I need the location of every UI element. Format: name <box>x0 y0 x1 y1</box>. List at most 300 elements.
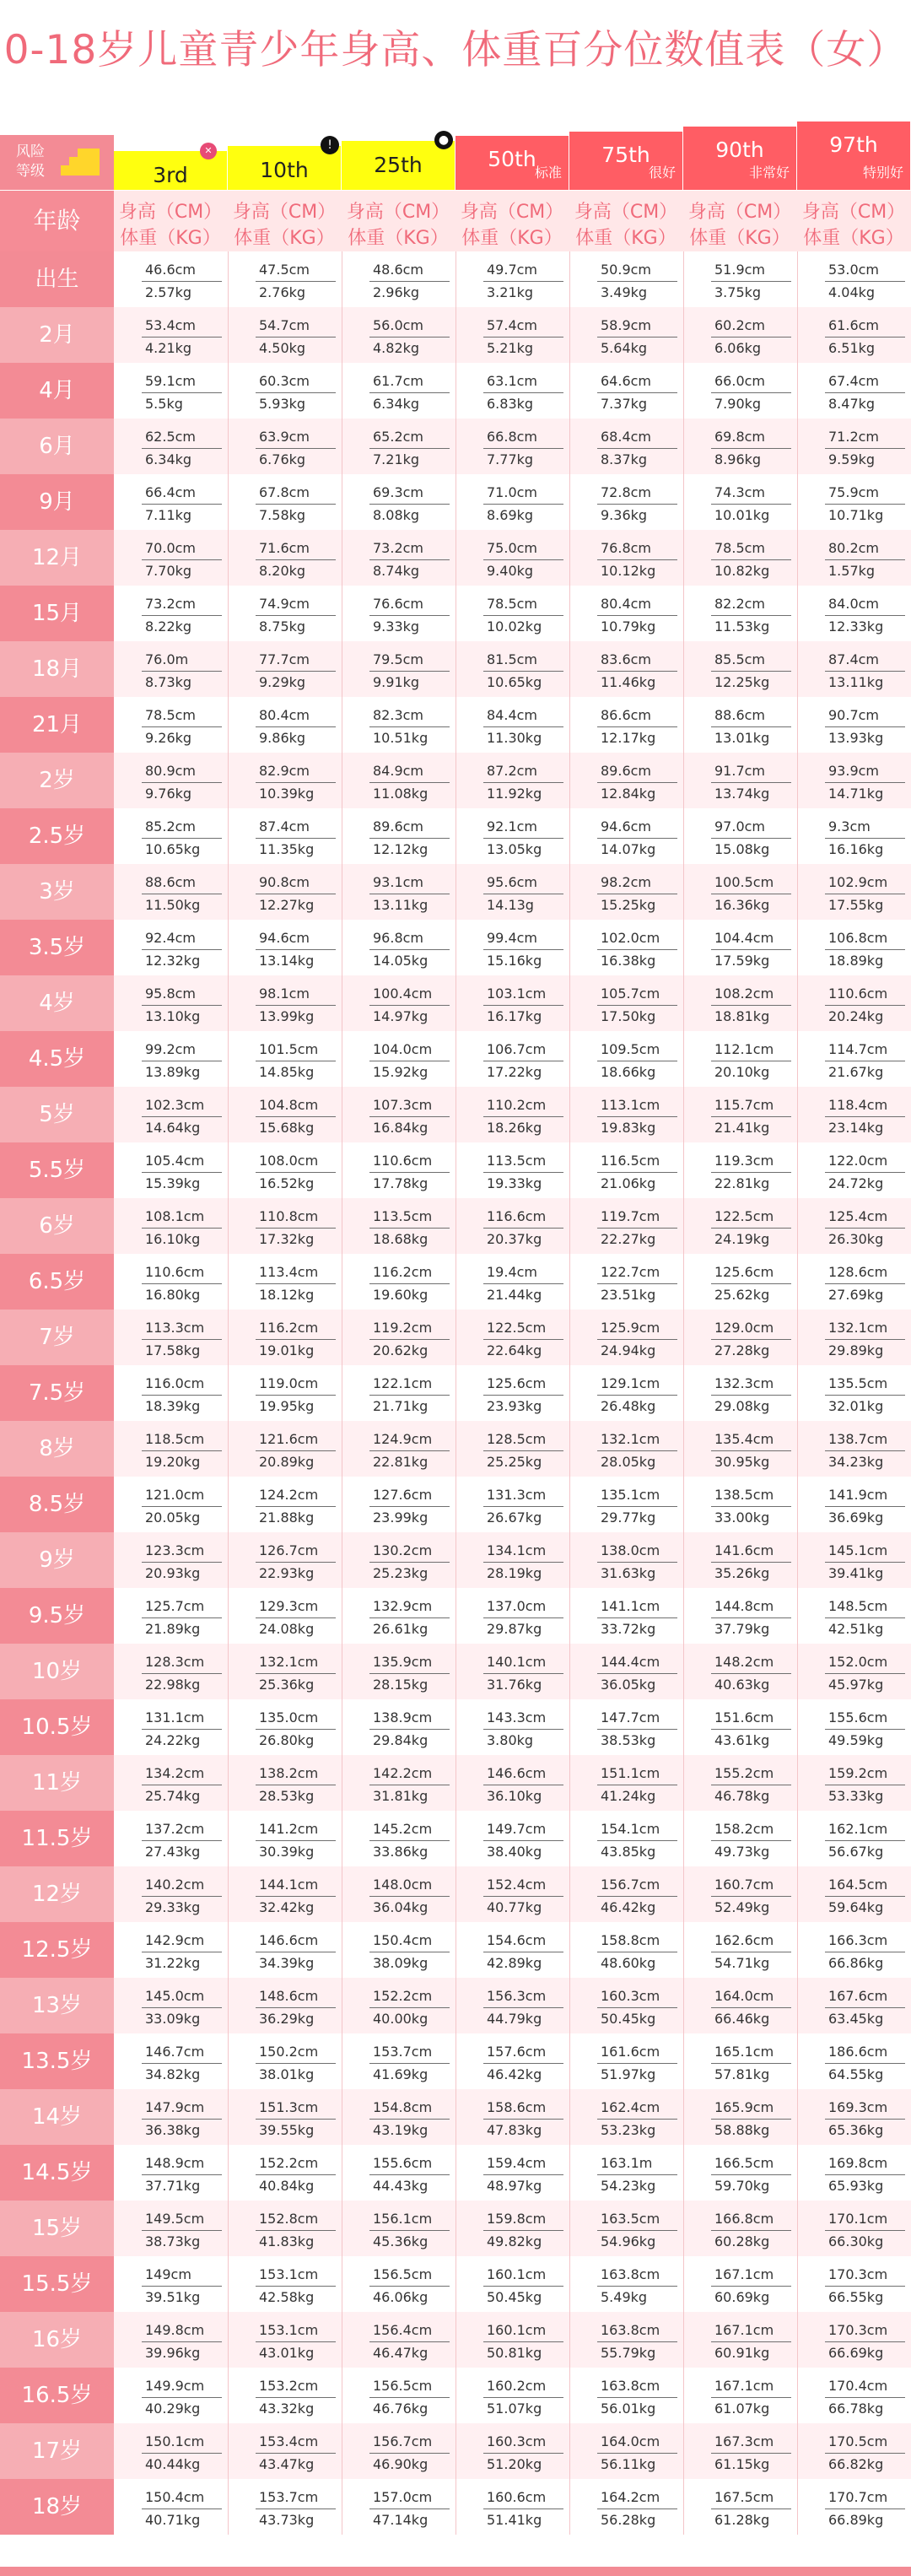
value-cell <box>114 1866 228 1922</box>
height-value: 156.3cm <box>487 1988 547 2004</box>
height-value: 155.6cm <box>373 2155 433 2171</box>
cell-divider <box>825 1283 905 1284</box>
cell-divider <box>142 559 222 560</box>
weight-value: 66.82kg <box>828 2456 884 2472</box>
weight-value: 33.09kg <box>145 2011 201 2027</box>
weight-value: 29.89kg <box>828 1342 884 1358</box>
cell-divider <box>256 448 336 449</box>
cell-divider <box>825 2007 905 2008</box>
value-cell <box>797 2479 911 2535</box>
weight-value: 12.27kg <box>259 897 315 913</box>
age-cell: 出生 <box>0 251 114 307</box>
bell-icon: ● <box>434 131 453 149</box>
height-value: 92.4cm <box>145 930 197 946</box>
value-cell <box>114 1922 228 1978</box>
weight-value: 14.64kg <box>145 1120 201 1136</box>
row-values <box>114 1310 911 1365</box>
cell-divider <box>597 559 677 560</box>
weight-value: 13.89kg <box>145 1064 201 1080</box>
height-value: 148.0cm <box>373 1877 433 1893</box>
weight-value: 16.80kg <box>145 1287 201 1303</box>
value-cell <box>683 864 797 920</box>
value-cell <box>342 1198 456 1254</box>
height-value: 105.7cm <box>601 986 660 1002</box>
weight-value: 26.67kg <box>487 1509 542 1526</box>
height-value: 160.6cm <box>487 2489 547 2505</box>
weight-value: 48.60kg <box>601 1955 656 1971</box>
value-cell <box>683 1755 797 1811</box>
weight-value: 54.71kg <box>714 1955 770 1971</box>
weight-value: 6.51kg <box>828 340 876 356</box>
height-value: 160.2cm <box>487 2378 547 2394</box>
weight-value: 46.06kg <box>373 2289 429 2305</box>
value-cell <box>228 1588 342 1644</box>
height-value: 101.5cm <box>259 1041 319 1057</box>
height-value: 80.4cm <box>259 707 310 723</box>
weight-value: 38.73kg <box>145 2233 201 2249</box>
cell-divider <box>825 1005 905 1006</box>
cell-divider <box>369 1506 450 1507</box>
weight-value: 40.84kg <box>259 2178 315 2194</box>
cell-divider <box>825 1673 905 1674</box>
value-cell <box>569 2145 683 2201</box>
height-value: 170.7cm <box>828 2489 888 2505</box>
value-cell <box>114 1310 228 1365</box>
weight-value: 9.33kg <box>373 618 420 635</box>
value-cell <box>797 697 911 753</box>
value-cell <box>797 753 911 808</box>
cell-divider <box>711 671 791 672</box>
weight-value: 8.96kg <box>714 451 762 467</box>
weight-header: 体重（KG） <box>689 228 790 249</box>
height-value: 110.6cm <box>145 1264 205 1280</box>
height-value: 106.8cm <box>828 930 888 946</box>
value-cell <box>797 1142 911 1198</box>
height-value: 160.7cm <box>714 1877 774 1893</box>
value-cell <box>683 1310 797 1365</box>
height-value: 119.3cm <box>714 1153 774 1169</box>
weight-value: 53.23kg <box>601 2122 656 2138</box>
height-value: 99.2cm <box>145 1041 197 1057</box>
height-value: 119.0cm <box>259 1375 319 1391</box>
value-cell <box>228 586 342 641</box>
value-cell <box>683 1421 797 1477</box>
value-cell <box>797 363 911 419</box>
cell-divider <box>369 448 450 449</box>
weight-value: 16.16kg <box>828 841 884 857</box>
weight-value: 30.39kg <box>259 1844 315 1860</box>
weight-value: 9.26kg <box>145 730 192 746</box>
weight-value: 11.53kg <box>714 618 770 635</box>
height-value: 93.1cm <box>373 874 424 890</box>
weight-value: 8.37kg <box>601 451 648 467</box>
weight-value: 8.08kg <box>373 507 420 523</box>
value-cell <box>342 864 456 920</box>
value-cell <box>228 641 342 697</box>
cell-divider <box>711 1395 791 1396</box>
age-cell: 13.5岁 <box>0 2033 114 2089</box>
height-value: 164.0cm <box>601 2433 660 2449</box>
height-value: 89.6cm <box>601 763 652 779</box>
cell-divider <box>483 392 563 393</box>
weight-value: 11.50kg <box>145 897 201 913</box>
height-value: 122.7cm <box>601 1264 660 1280</box>
value-cell <box>456 2479 569 2535</box>
value-cell <box>114 307 228 363</box>
weight-value: 6.34kg <box>145 451 192 467</box>
weight-value: 24.94kg <box>601 1342 656 1358</box>
value-cell <box>456 2033 569 2089</box>
value-cell <box>114 1588 228 1644</box>
table-row <box>0 307 911 363</box>
table-row <box>0 1477 911 1532</box>
value-cell <box>456 2256 569 2312</box>
cell-divider <box>711 1617 791 1618</box>
height-value: 71.6cm <box>259 540 310 556</box>
height-value: 98.2cm <box>601 874 652 890</box>
weight-value: 14.97kg <box>373 1008 429 1024</box>
height-value: 138.2cm <box>259 1765 319 1781</box>
value-cell <box>683 1198 797 1254</box>
value-cell <box>228 2312 342 2368</box>
cell-divider <box>711 1283 791 1284</box>
value-cell <box>683 586 797 641</box>
age-cell: 4月 <box>0 363 114 419</box>
table-row <box>0 1588 911 1644</box>
height-value: 166.3cm <box>828 1932 888 1948</box>
height-header: 身高（CM） <box>118 202 223 223</box>
weight-value: 12.32kg <box>145 953 201 969</box>
cell-divider <box>142 281 222 282</box>
age-cell: 18岁 <box>0 2479 114 2535</box>
weight-value: 14.13g <box>487 897 534 913</box>
row-values <box>114 419 911 474</box>
height-value: 167.3cm <box>714 2433 774 2449</box>
weight-value: 20.62kg <box>373 1342 429 1358</box>
height-value: 116.2cm <box>259 1320 319 1336</box>
value-cell <box>228 2479 342 2535</box>
cell-divider <box>711 1506 791 1507</box>
value-cell <box>683 1699 797 1755</box>
height-value: 100.5cm <box>714 874 774 890</box>
height-value: 121.0cm <box>145 1487 205 1503</box>
cell-divider <box>369 2341 450 2342</box>
height-value: 141.1cm <box>601 1598 660 1614</box>
percentile-tab-label: 3rd <box>153 163 188 187</box>
value-cell <box>228 474 342 530</box>
height-value: 97.0cm <box>714 818 766 834</box>
weight-value: 60.69kg <box>714 2289 770 2305</box>
age-cell: 14.5岁 <box>0 2145 114 2201</box>
weight-value: 25.36kg <box>259 1677 315 1693</box>
cell-divider <box>825 2286 905 2287</box>
cell-divider <box>483 2286 563 2287</box>
cell-divider <box>256 1506 336 1507</box>
height-value: 78.5cm <box>487 596 538 612</box>
height-value: 135.4cm <box>714 1431 774 1447</box>
height-value: 67.8cm <box>259 484 310 500</box>
height-value: 108.2cm <box>714 986 774 1002</box>
weight-value: 16.38kg <box>601 953 656 969</box>
height-value: 122.5cm <box>714 1208 774 1224</box>
weight-value: 22.93kg <box>259 1565 315 1581</box>
height-value: 160.3cm <box>601 1988 660 2004</box>
height-value: 88.6cm <box>145 874 197 890</box>
value-cell <box>797 1644 911 1699</box>
weight-value: 50.81kg <box>487 2345 542 2361</box>
weight-value: 1.57kg <box>828 563 876 579</box>
height-value: 158.6cm <box>487 2099 547 2115</box>
cell-divider <box>597 726 677 727</box>
height-value: 163.8cm <box>601 2322 660 2338</box>
height-value: 102.9cm <box>828 874 888 890</box>
height-value: 167.1cm <box>714 2266 774 2282</box>
value-cell <box>114 864 228 920</box>
value-cell <box>114 1699 228 1755</box>
height-value: 84.4cm <box>487 707 538 723</box>
row-values <box>114 363 911 419</box>
weight-value: 10.02kg <box>487 618 542 635</box>
value-cell <box>342 2312 456 2368</box>
height-value: 76.0m <box>145 651 189 667</box>
weight-value: 12.17kg <box>601 730 656 746</box>
value-cell <box>797 251 911 307</box>
cell-divider <box>142 2508 222 2509</box>
row-values <box>114 1254 911 1310</box>
weight-value: 29.08kg <box>714 1398 770 1414</box>
value-cell <box>683 1142 797 1198</box>
value-cell <box>456 1699 569 1755</box>
cell-divider <box>711 1673 791 1674</box>
row-values <box>114 2089 911 2145</box>
height-value: 47.5cm <box>259 262 310 278</box>
row-values <box>114 641 911 697</box>
weight-value: 12.25kg <box>714 674 770 690</box>
weight-value: 54.96kg <box>601 2233 656 2249</box>
value-cell <box>569 1755 683 1811</box>
value-cell <box>456 1031 569 1087</box>
cell-divider <box>711 1450 791 1451</box>
height-value: 125.9cm <box>601 1320 660 1336</box>
weight-value: 29.33kg <box>145 1899 201 1915</box>
cell-divider <box>597 392 677 393</box>
value-cell <box>569 2423 683 2479</box>
weight-value: 37.79kg <box>714 1621 770 1637</box>
height-header: 身高（CM） <box>574 202 678 223</box>
cell-divider <box>711 1840 791 1841</box>
height-value: 149.8cm <box>145 2322 205 2338</box>
value-cell <box>797 1254 911 1310</box>
weight-value: 13.99kg <box>259 1008 315 1024</box>
cell-divider <box>142 2341 222 2342</box>
height-value: 170.4cm <box>828 2378 888 2394</box>
weight-value: 8.47kg <box>828 396 876 412</box>
table-row <box>0 474 911 530</box>
weight-value: 46.90kg <box>373 2456 429 2472</box>
weight-value: 38.01kg <box>259 2066 315 2082</box>
height-value: 61.6cm <box>828 317 880 333</box>
weight-value: 24.08kg <box>259 1621 315 1637</box>
height-value: 131.3cm <box>487 1487 547 1503</box>
weight-value: 16.10kg <box>145 1231 201 1247</box>
weight-value: 56.28kg <box>601 2512 656 2528</box>
value-cell <box>114 1644 228 1699</box>
age-cell: 4.5岁 <box>0 1031 114 1087</box>
value-cell <box>342 920 456 975</box>
cell-divider <box>597 1283 677 1284</box>
value-cell <box>683 2033 797 2089</box>
value-cell <box>569 2033 683 2089</box>
height-value: 84.0cm <box>828 596 880 612</box>
age-cell: 21月 <box>0 697 114 753</box>
value-cell <box>342 307 456 363</box>
weight-value: 10.39kg <box>259 786 315 802</box>
weight-value: 42.58kg <box>259 2289 315 2305</box>
value-cell <box>114 1254 228 1310</box>
percentile-tab-label: 25th <box>374 153 423 177</box>
height-value: 143.3cm <box>487 1709 547 1725</box>
cell-divider <box>142 949 222 950</box>
cell-divider <box>711 2063 791 2064</box>
weight-value: 10.71kg <box>828 507 884 523</box>
height-value: 108.1cm <box>145 1208 205 1224</box>
bottom-bar <box>0 2567 911 2576</box>
weight-value: 3.75kg <box>714 284 762 300</box>
table-row <box>0 1421 911 1477</box>
height-value: 85.5cm <box>714 651 766 667</box>
weight-value: 7.21kg <box>373 451 420 467</box>
height-value: 169.8cm <box>828 2155 888 2171</box>
table-row <box>0 2368 911 2423</box>
value-cell <box>456 864 569 920</box>
height-value: 110.6cm <box>828 986 888 1002</box>
height-value: 113.4cm <box>259 1264 319 1280</box>
percentile-tab-75th <box>569 132 682 190</box>
weight-value: 43.85kg <box>601 1844 656 1860</box>
value-cell <box>797 808 911 864</box>
height-value: 160.1cm <box>487 2266 547 2282</box>
cell-divider <box>483 2453 563 2454</box>
row-values <box>114 864 911 920</box>
age-cell: 11岁 <box>0 1755 114 1811</box>
cell-divider <box>369 782 450 783</box>
value-cell <box>228 2368 342 2423</box>
value-cell <box>228 2145 342 2201</box>
page-title: 0-18岁儿童青少年身高、体重百分位数值表（女） <box>3 27 908 73</box>
height-value: 150.1cm <box>145 2433 205 2449</box>
height-value: 127.6cm <box>373 1487 433 1503</box>
weight-value: 7.11kg <box>145 507 192 523</box>
height-value: 128.3cm <box>145 1654 205 1670</box>
weight-value: 45.97kg <box>828 1677 884 1693</box>
weight-value: 56.67kg <box>828 1844 884 1860</box>
header-cell <box>797 191 910 251</box>
table-row <box>0 363 911 419</box>
weight-value: 44.43kg <box>373 2178 429 2194</box>
cell-divider <box>483 2119 563 2120</box>
weight-value: 9.59kg <box>828 451 876 467</box>
cell-divider <box>711 392 791 393</box>
value-cell <box>456 363 569 419</box>
height-value: 80.4cm <box>601 596 652 612</box>
height-value: 135.0cm <box>259 1709 319 1725</box>
height-value: 167.1cm <box>714 2322 774 2338</box>
value-cell <box>228 419 342 474</box>
weight-value: 40.44kg <box>145 2456 201 2472</box>
value-cell <box>342 2033 456 2089</box>
row-values <box>114 2145 911 2201</box>
value-cell <box>797 1532 911 1588</box>
cell-divider <box>597 2453 677 2454</box>
weight-value: 18.66kg <box>601 1064 656 1080</box>
weight-value: 46.78kg <box>714 1788 770 1804</box>
height-value: 110.2cm <box>487 1097 547 1113</box>
height-value: 166.8cm <box>714 2211 774 2227</box>
value-cell <box>456 2201 569 2256</box>
cell-divider <box>369 337 450 338</box>
weight-value: 17.32kg <box>259 1231 315 1247</box>
cell-divider <box>825 2453 905 2454</box>
value-cell <box>569 2479 683 2535</box>
weight-value: 34.23kg <box>828 1454 884 1470</box>
height-value: 152.0cm <box>828 1654 888 1670</box>
value-cell <box>683 2479 797 2535</box>
cell-divider <box>369 559 450 560</box>
value-cell <box>228 1699 342 1755</box>
cell-divider <box>597 1562 677 1563</box>
height-value: 60.3cm <box>259 373 310 389</box>
weight-value: 50.45kg <box>601 2011 656 2027</box>
height-header: 身高（CM） <box>232 202 337 223</box>
risk-level-text: 风险 等级 <box>16 143 45 180</box>
height-value: 92.1cm <box>487 818 538 834</box>
value-cell <box>114 697 228 753</box>
height-value: 151.1cm <box>601 1765 660 1781</box>
weight-value: 26.61kg <box>373 1621 429 1637</box>
weight-value: 17.50kg <box>601 1008 656 1024</box>
row-values <box>114 697 911 753</box>
cell-divider <box>369 2174 450 2175</box>
value-cell <box>797 2145 911 2201</box>
weight-value: 14.07kg <box>601 841 656 857</box>
height-value: 151.6cm <box>714 1709 774 1725</box>
height-value: 72.8cm <box>601 484 652 500</box>
height-value: 152.2cm <box>373 1988 433 2004</box>
height-value: 156.4cm <box>373 2322 433 2338</box>
height-value: 142.9cm <box>145 1932 205 1948</box>
height-value: 163.8cm <box>601 2378 660 2394</box>
height-value: 163.1m <box>601 2155 653 2171</box>
cell-divider <box>256 1617 336 1618</box>
height-value: 159.2cm <box>828 1765 888 1781</box>
height-value: 165.1cm <box>714 2044 774 2060</box>
height-value: 114.7cm <box>828 1041 888 1057</box>
cell-divider <box>256 1729 336 1730</box>
height-value: 66.8cm <box>487 429 538 445</box>
age-cell: 12.5岁 <box>0 1922 114 1978</box>
value-cell <box>797 1811 911 1866</box>
weight-value: 40.29kg <box>145 2400 201 2417</box>
age-cell: 14岁 <box>0 2089 114 2145</box>
weight-value: 15.16kg <box>487 953 542 969</box>
height-value: 170.3cm <box>828 2266 888 2282</box>
height-value: 149.7cm <box>487 1821 547 1837</box>
value-cell <box>114 1755 228 1811</box>
cell-divider <box>825 1172 905 1173</box>
weight-value: 13.74kg <box>714 786 770 802</box>
cell-divider <box>142 1450 222 1451</box>
cell-divider <box>825 2063 905 2064</box>
